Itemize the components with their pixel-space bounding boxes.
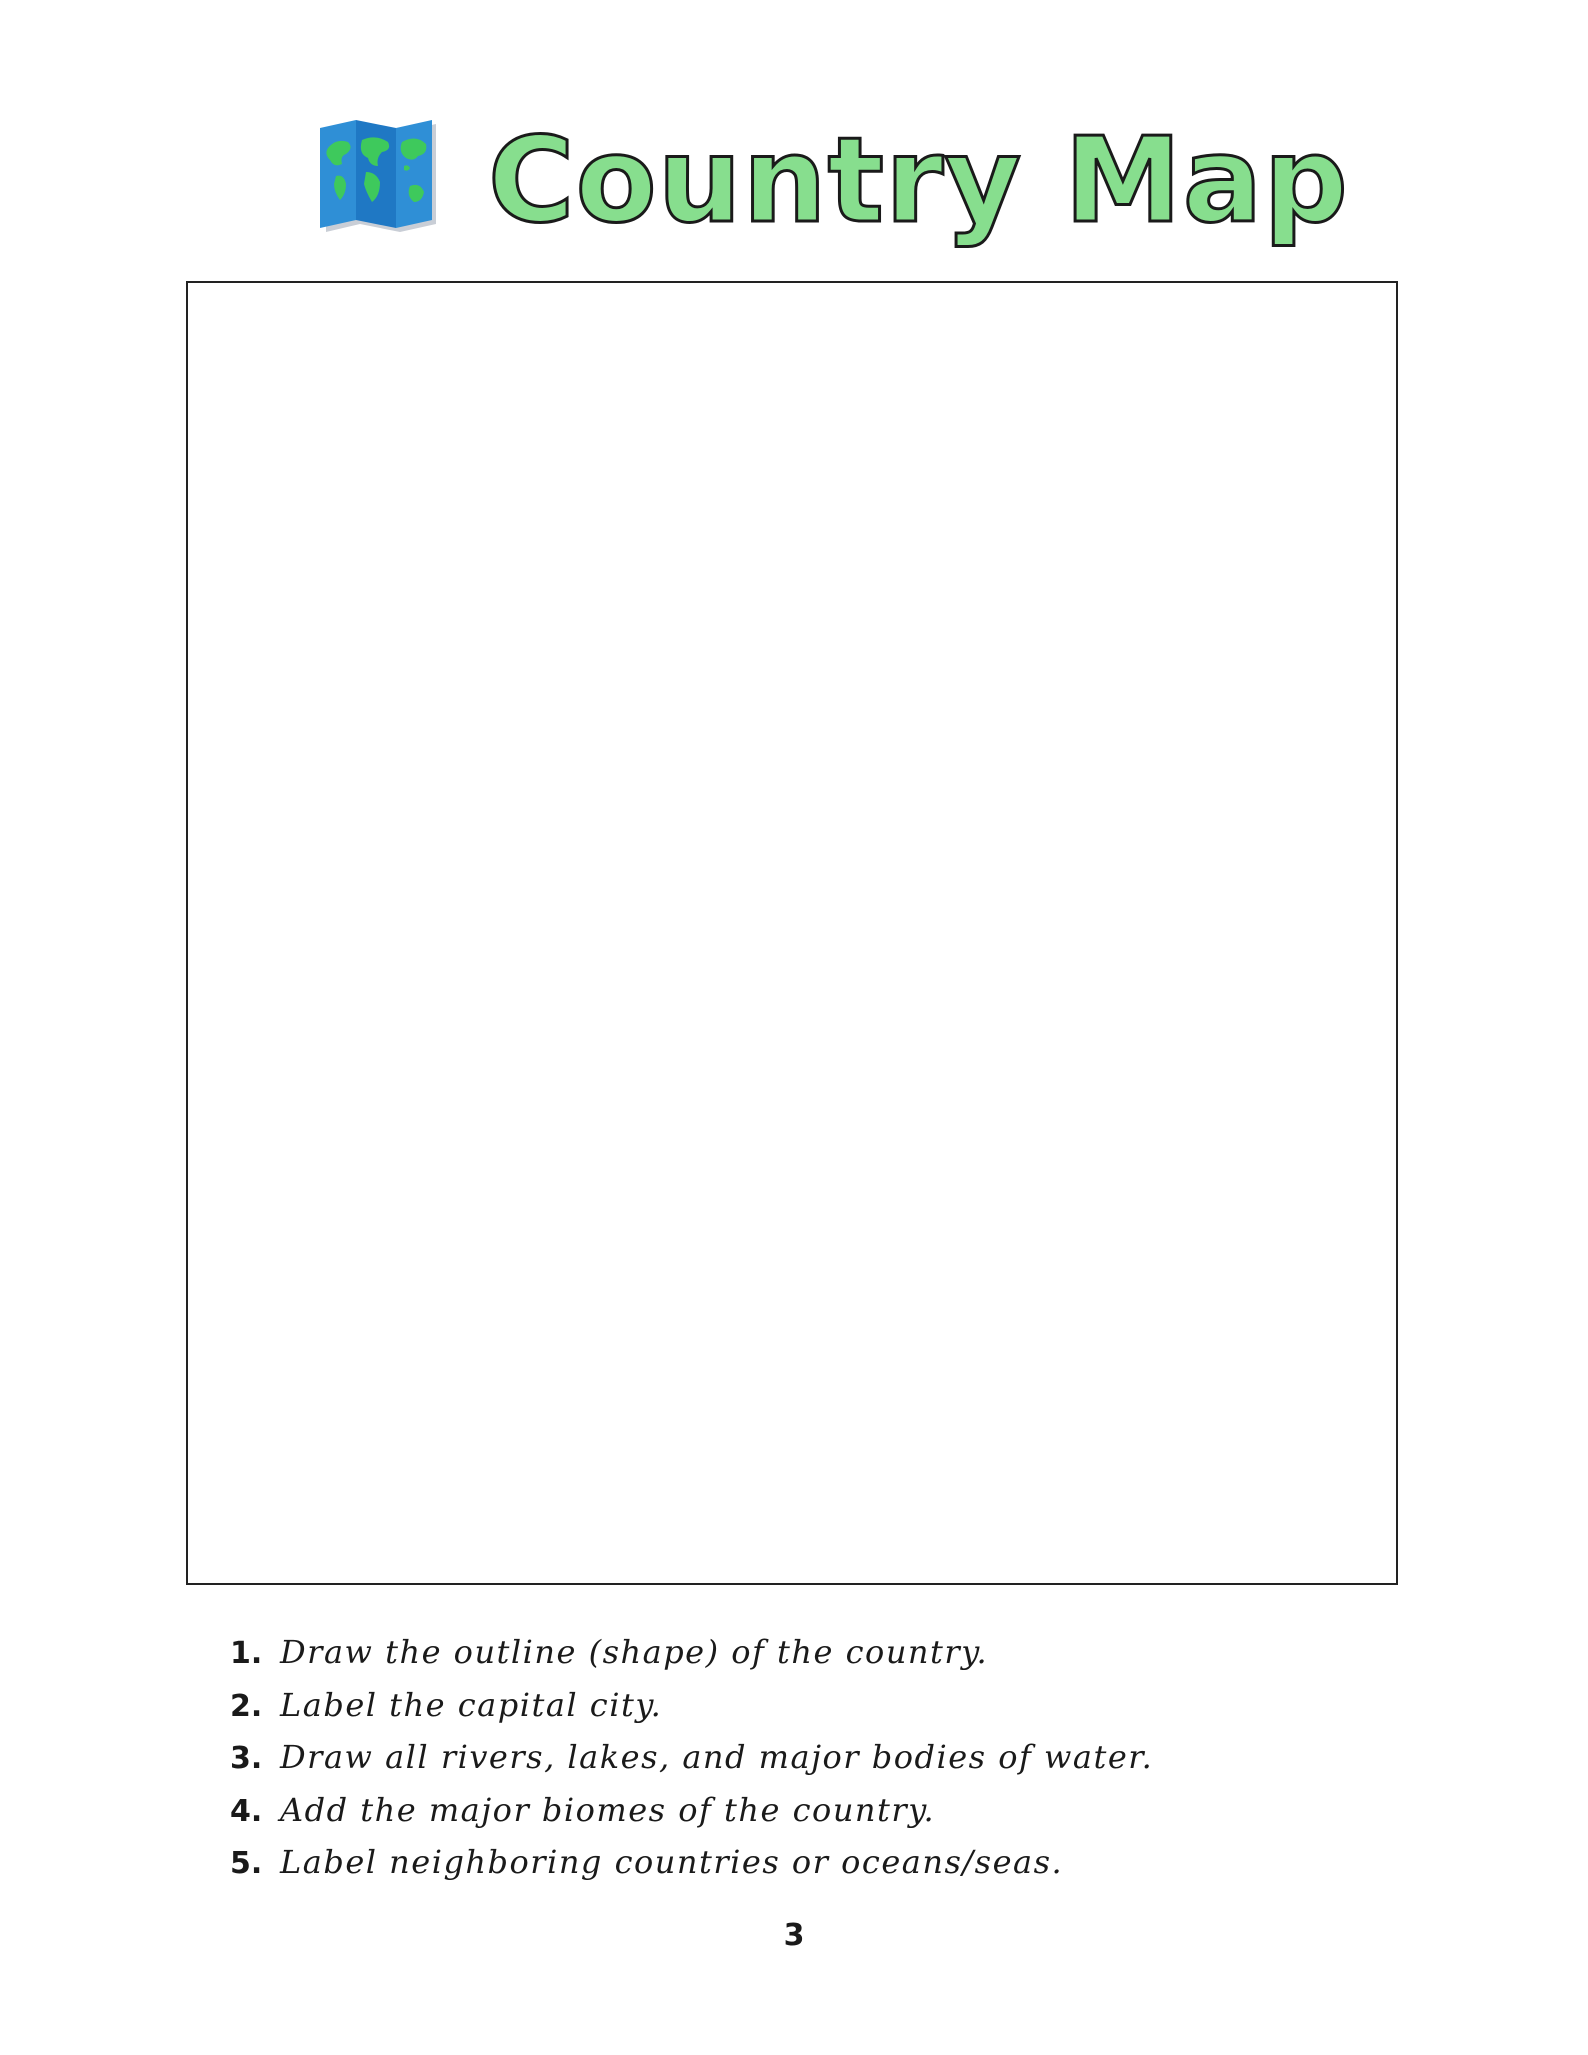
instruction-text: Label the capital city. — [280, 1685, 663, 1724]
instruction-number: 5. — [230, 1846, 263, 1881]
instruction-list — [230, 1633, 1153, 1896]
instruction-number: 3. — [230, 1741, 263, 1776]
instruction-text: Label neighboring countries or oceans/seas. — [280, 1843, 1064, 1881]
instruction-text: Add the major biomes of the country. — [280, 1790, 936, 1829]
instruction-item — [230, 1633, 1153, 1686]
instruction-number: 1. — [230, 1636, 263, 1671]
folded-world-map-icon — [318, 120, 443, 235]
page-header — [0, 95, 1588, 275]
page-number: 3 — [783, 1918, 805, 1953]
instruction-item — [230, 1791, 1153, 1844]
instruction-item — [230, 1738, 1153, 1791]
instruction-text: Draw all rivers, lakes, and major bodies of water. — [280, 1738, 1154, 1776]
instruction-text: Draw the outline (shape) of the country. — [280, 1633, 989, 1671]
instruction-number: 4. — [230, 1793, 263, 1829]
map-drawing-area[interactable] — [186, 281, 1398, 1585]
instruction-number: 2. — [230, 1688, 263, 1724]
instruction-item — [230, 1686, 1153, 1739]
page-title: Country Map — [488, 111, 1349, 249]
instruction-item — [230, 1843, 1153, 1896]
